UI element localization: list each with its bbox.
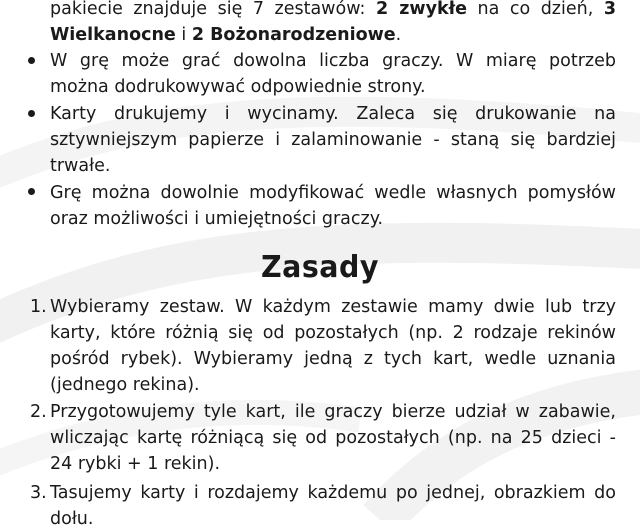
rule-number: 2.	[30, 402, 47, 422]
intro-text: pakiecie znajduje się 7 zestawów:	[50, 0, 376, 19]
bullet-item: Karty drukujemy i wycinamy. Zaleca się drukowanie na sztywniejszym papierze i zalaminowanie - staną się bardziej trwałe.	[50, 104, 616, 176]
intro-bold-normal: 2 zwykłe	[375, 0, 467, 19]
intro-bold-easter-num: 3	[603, 0, 616, 19]
intro-bold-christmas: 2 Bożonarodzeniowe	[191, 25, 396, 45]
intro-and-text: i	[175, 25, 192, 45]
bullet-dot	[28, 188, 35, 195]
rule-item: Przygotowujemy tyle kart, ile graczy bierze udział w zabawie, wliczając kartę różniącą się od pozostałych (np. na 25 dzieci - 24 rybki + 1 rekin).	[50, 402, 616, 474]
bullet-dot	[28, 110, 35, 117]
bullet-item: Grę można dowolnie modyfikować wedle własnych pomysłów oraz możliwości i umiejętności graczy.	[50, 183, 616, 229]
rule-number: 1.	[30, 297, 47, 317]
rule-number: 3.	[30, 483, 47, 503]
bullet-dot	[28, 57, 35, 64]
rule-item: Tasujemy karty i rozdajemy każdemu po jednej, obrazkiem do dołu.	[50, 483, 616, 529]
intro-end: .	[395, 25, 402, 45]
intro-bold-easter-word: Wielkanocne	[50, 25, 176, 45]
bullet-item: W grę może grać dowolna liczba graczy. W miarę potrzeb można dodrukowywać odpowiednie strony.	[50, 51, 616, 97]
intro-paragraph	[50, 0, 616, 48]
intro-mid-text: na co dzień,	[466, 0, 604, 19]
section-heading: Zasady	[261, 250, 379, 285]
rule-item: Wybieramy zestaw. W każdym zestawie mamy dwie lub trzy karty, które różnią się od pozostałych (np. 2 rodzaje rekinów pośród rybek). Wybieramy jedną z tych kart, wedle uznania (jednego rekina).	[50, 297, 616, 395]
